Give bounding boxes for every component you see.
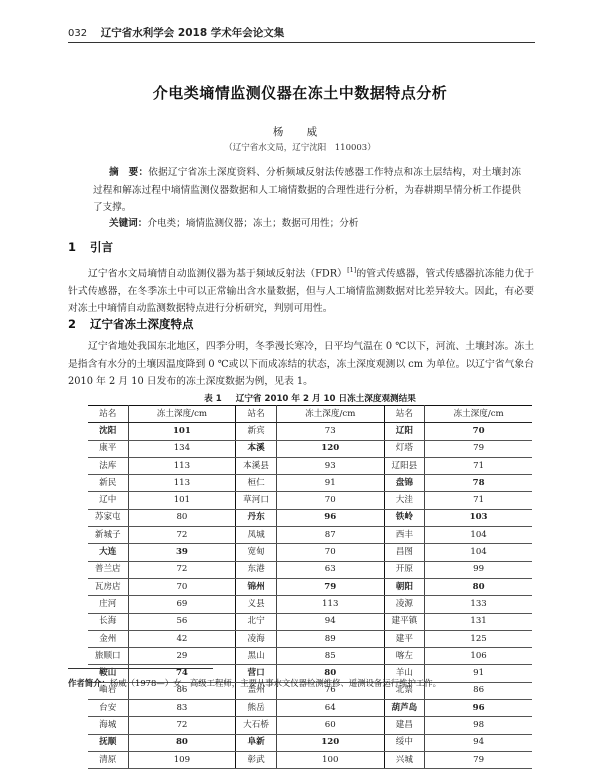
- frozen-depth-cell: 125: [425, 630, 532, 647]
- station-name-cell: 西丰: [384, 527, 425, 544]
- abstract-label: 摘 要：: [109, 167, 149, 178]
- table-row: [88, 613, 532, 630]
- station-name-cell: 开原: [384, 561, 425, 578]
- station-name-cell: 本溪县: [236, 457, 277, 474]
- station-name-cell: 沈阳: [88, 423, 128, 440]
- station-name-cell: 草河口: [236, 492, 277, 509]
- frozen-depth-cell: 72: [128, 717, 236, 734]
- table-row: [88, 648, 532, 665]
- footnote-rule: [68, 668, 213, 669]
- frozen-depth-cell: 96: [276, 509, 384, 526]
- author-footnote: [68, 677, 538, 689]
- frozen-depth-cell: 29: [128, 648, 236, 665]
- frozen-depth-cell: 120: [276, 440, 384, 457]
- frozen-depth-cell: 113: [128, 457, 236, 474]
- station-name-cell: 抚顺: [88, 734, 128, 751]
- station-name-cell: 兴城: [384, 751, 425, 768]
- frozen-depth-cell: 64: [276, 700, 384, 717]
- table-row: [88, 630, 532, 647]
- station-name-cell: 建平: [384, 630, 425, 647]
- frozen-depth-cell: 42: [128, 630, 236, 647]
- frozen-depth-cell: 104: [425, 544, 532, 561]
- station-name-cell: 建昌: [384, 717, 425, 734]
- station-name-cell: 彰武: [236, 751, 277, 768]
- station-name-cell: 义县: [236, 596, 277, 613]
- station-name-cell: 鞍山: [88, 665, 128, 682]
- section-1-heading: [68, 239, 528, 255]
- frozen-depth-cell: 74: [128, 665, 236, 682]
- frozen-depth-cell: 80: [128, 509, 236, 526]
- abstract: [93, 164, 521, 217]
- station-name-cell: 普兰店: [88, 561, 128, 578]
- station-name-cell: 黑山: [236, 648, 277, 665]
- station-name-cell: 桓仁: [236, 475, 277, 492]
- station-name-cell: 葫芦岛: [384, 700, 425, 717]
- frozen-depth-cell: 70: [276, 492, 384, 509]
- table-row: [88, 700, 532, 717]
- paragraph-text: 辽宁省水文局墒情自动监测仪器为基于频域反射法（FDR）: [88, 268, 348, 280]
- frozen-depth-cell: 94: [276, 613, 384, 630]
- station-name-cell: 凤城: [236, 527, 277, 544]
- table-row: [88, 596, 532, 613]
- keywords: [109, 216, 529, 232]
- station-name-cell: 辽阳: [384, 423, 425, 440]
- frozen-depth-cell: 73: [276, 423, 384, 440]
- frozen-depth-cell: 63: [276, 561, 384, 578]
- table-caption: [88, 392, 532, 404]
- frozen-depth-cell: 76: [276, 682, 384, 699]
- section-number: 2: [68, 317, 77, 331]
- frozen-depth-cell: 80: [276, 665, 384, 682]
- station-name-cell: 大连: [88, 544, 128, 561]
- station-name-cell: 建平镇: [384, 613, 425, 630]
- station-name-cell: 东港: [236, 561, 277, 578]
- station-name-cell: 大石桥: [236, 717, 277, 734]
- footnote-label: 作者简介：: [68, 678, 110, 688]
- page-number: 032: [68, 28, 88, 39]
- station-name-cell: 锦州: [236, 578, 277, 595]
- frozen-depth-cell: 99: [425, 561, 532, 578]
- frozen-depth-cell: 133: [425, 596, 532, 613]
- citation-ref: [1]: [347, 266, 357, 274]
- col-header-station: 站名: [88, 406, 128, 423]
- station-name-cell: 营口: [236, 665, 277, 682]
- frozen-depth-cell: 79: [425, 440, 532, 457]
- frozen-depth-cell: 70: [276, 544, 384, 561]
- station-name-cell: 阜新: [236, 734, 277, 751]
- table-caption-text: 辽宁省 2010 年 2 月 10 日冻土深度观测结果: [235, 394, 416, 404]
- station-name-cell: 台安: [88, 700, 128, 717]
- footnote-text: 杨威（1978—）女，高级工程师，主要从事水文仪器检测维修、遥测设备运行维护工作。: [109, 678, 442, 688]
- station-name-cell: 喀左: [384, 648, 425, 665]
- col-header-station: 站名: [384, 406, 425, 423]
- station-name-cell: 新城子: [88, 527, 128, 544]
- frozen-depth-cell: 86: [128, 682, 236, 699]
- page-header: [68, 26, 535, 43]
- station-name-cell: 法库: [88, 457, 128, 474]
- station-name-cell: 北宁: [236, 613, 277, 630]
- keywords-text: 介电类；墒情监测仪器；冻土；数据可用性；分析: [147, 218, 359, 229]
- frozen-depth-cell: 131: [425, 613, 532, 630]
- frozen-depth-cell: 94: [425, 734, 532, 751]
- frozen-depth-cell: 101: [128, 492, 236, 509]
- table-row: [88, 527, 532, 544]
- author-affiliation: （辽宁省水文局，辽宁沈阳 110003）: [224, 143, 376, 153]
- frozen-depth-cell: 93: [276, 457, 384, 474]
- station-name-cell: 大洼: [384, 492, 425, 509]
- station-name-cell: 昌图: [384, 544, 425, 561]
- section-title: 辽宁省冻土深度特点: [90, 317, 194, 331]
- frozen-depth-cell: 70: [425, 423, 532, 440]
- station-name-cell: 长海: [88, 613, 128, 630]
- frozen-depth-cell: 79: [425, 751, 532, 768]
- section-2-heading: [68, 316, 528, 332]
- frozen-depth-cell: 80: [128, 734, 236, 751]
- table-row: [88, 544, 532, 561]
- frozen-depth-cell: 71: [425, 492, 532, 509]
- table-row: [88, 578, 532, 595]
- col-header-station: 站名: [236, 406, 277, 423]
- station-name-cell: 凌源: [384, 596, 425, 613]
- table-row: [88, 492, 532, 509]
- table-row: [88, 561, 532, 578]
- article-title: 介电类墒情监测仪器在冻土中数据特点分析: [152, 84, 448, 102]
- col-header-depth: 冻土深度/cm: [276, 406, 384, 423]
- table-row: [88, 734, 532, 751]
- frozen-depth-cell: 91: [425, 665, 532, 682]
- station-name-cell: 辽阳县: [384, 457, 425, 474]
- station-name-cell: 灯塔: [384, 440, 425, 457]
- col-header-depth: 冻土深度/cm: [128, 406, 236, 423]
- frozen-depth-cell: 83: [128, 700, 236, 717]
- station-name-cell: 金州: [88, 630, 128, 647]
- frozen-depth-cell: 85: [276, 648, 384, 665]
- station-name-cell: 丹东: [236, 509, 277, 526]
- frozen-depth-cell: 78: [425, 475, 532, 492]
- frozen-depth-cell: 96: [425, 700, 532, 717]
- station-name-cell: 瓦房店: [88, 578, 128, 595]
- frozen-depth-cell: 89: [276, 630, 384, 647]
- abstract-text: 依据辽宁省冻土深度资料、分析频域反射法传感器工作特点和冻土层结构，对土壤封冻过程和解冻过程中墒情监测仪器数据和人工墒情数据的合理性进行分析，为春耕期旱情分析工作提供了支撑。: [93, 167, 522, 213]
- table-label: 表 1: [204, 394, 222, 404]
- frozen-depth-cell: 104: [425, 527, 532, 544]
- table-row: [88, 423, 532, 440]
- frozen-depth-cell: 98: [425, 717, 532, 734]
- station-name-cell: 庄河: [88, 596, 128, 613]
- frozen-depth-cell: 87: [276, 527, 384, 544]
- table-row: [88, 440, 532, 457]
- station-name-cell: 清原: [88, 751, 128, 768]
- frozen-depth-cell: 72: [128, 527, 236, 544]
- station-name-cell: 凌海: [236, 630, 277, 647]
- station-name-cell: 盘锦: [384, 475, 425, 492]
- station-name-cell: 绥中: [384, 734, 425, 751]
- table-row: [88, 475, 532, 492]
- station-name-cell: 旅顺口: [88, 648, 128, 665]
- frozen-depth-cell: 109: [128, 751, 236, 768]
- frozen-soil-depth-table: [88, 405, 532, 769]
- station-name-cell: 苏家屯: [88, 509, 128, 526]
- frozen-depth-cell: 134: [128, 440, 236, 457]
- frozen-depth-cell: 80: [425, 578, 532, 595]
- journal-title: 辽宁省水利学会 2018 学术年会论文集: [100, 27, 285, 39]
- table-row: [88, 751, 532, 768]
- station-name-cell: 铁岭: [384, 509, 425, 526]
- frozen-depth-cell: 120: [276, 734, 384, 751]
- station-name-cell: 岫岩: [88, 682, 128, 699]
- table-row: [88, 717, 532, 734]
- paragraph-text: 的管式传感器，管式传感器抗冻能力优于针式传感器，在冬季冻土中可以正常输出含水量数据，但与人工墒情监测数据对比差异较大。因此，有必要对冻土中墒情自动监测数据特点进行分析研究，判别可用性。: [68, 268, 534, 315]
- table-row: [88, 457, 532, 474]
- station-name-cell: 新宾: [236, 423, 277, 440]
- section-1-paragraph: [68, 262, 534, 318]
- frozen-depth-cell: 39: [128, 544, 236, 561]
- section-2-paragraph: 辽宁省地处我国东北地区，四季分明，冬季漫长寒冷，日平均气温在 0 ℃以下，河流、土壤封冻。冻土是指含有水分的土壤因温度降到 0 ℃或以下而成冻结的状态，冻土深度观测以 cm 为单位。以辽宁省气象台 2010 年 2 月 10 日发布的冻土深度数据为例，见表 1。: [68, 341, 534, 388]
- table-header-row: [88, 406, 532, 423]
- frozen-depth-cell: 60: [276, 717, 384, 734]
- station-name-cell: 朝阳: [384, 578, 425, 595]
- frozen-depth-cell: 106: [425, 648, 532, 665]
- station-name-cell: 宽甸: [236, 544, 277, 561]
- frozen-depth-cell: 86: [425, 682, 532, 699]
- frozen-depth-cell: 100: [276, 751, 384, 768]
- section-title: 引言: [90, 240, 113, 254]
- table-row: [88, 509, 532, 526]
- section-number: 1: [68, 240, 77, 254]
- station-name-cell: 本溪: [236, 440, 277, 457]
- frozen-depth-cell: 69: [128, 596, 236, 613]
- frozen-depth-cell: 71: [425, 457, 532, 474]
- frozen-depth-cell: 103: [425, 509, 532, 526]
- frozen-depth-cell: 91: [276, 475, 384, 492]
- station-name-cell: 羊山: [384, 665, 425, 682]
- station-name-cell: 新民: [88, 475, 128, 492]
- frozen-depth-cell: 72: [128, 561, 236, 578]
- station-name-cell: 盖州: [236, 682, 277, 699]
- article-author: 杨 威: [272, 126, 328, 138]
- frozen-depth-cell: 79: [276, 578, 384, 595]
- station-name-cell: 北票: [384, 682, 425, 699]
- station-name-cell: 海城: [88, 717, 128, 734]
- frozen-depth-cell: 70: [128, 578, 236, 595]
- frozen-depth-cell: 101: [128, 423, 236, 440]
- frozen-depth-cell: 56: [128, 613, 236, 630]
- station-name-cell: 康平: [88, 440, 128, 457]
- frozen-depth-cell: 113: [276, 596, 384, 613]
- keywords-label: 关键词：: [109, 218, 148, 229]
- col-header-depth: 冻土深度/cm: [425, 406, 532, 423]
- station-name-cell: 辽中: [88, 492, 128, 509]
- frozen-depth-cell: 113: [128, 475, 236, 492]
- station-name-cell: 熊岳: [236, 700, 277, 717]
